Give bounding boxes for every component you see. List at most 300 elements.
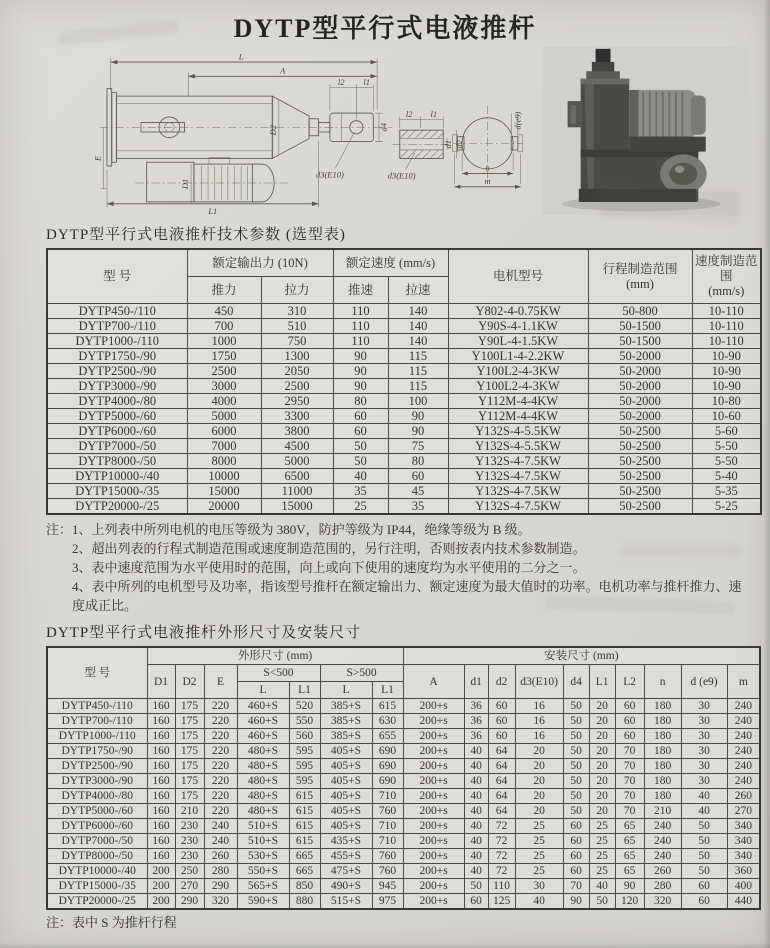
- value-cell: 8000: [187, 454, 261, 469]
- note-item: 3、表中速度范围为水平使用时的范围，向上或向下使用的速度均为水平使用的二分之一。: [72, 560, 586, 575]
- value-cell: 5-40: [692, 469, 761, 484]
- value-cell: 6500: [261, 469, 333, 484]
- value-cell: 40: [464, 774, 488, 789]
- value-cell: 320: [644, 894, 681, 910]
- value-cell: 490+S: [320, 879, 372, 894]
- col-header-model: 型 号: [47, 249, 187, 304]
- value-cell: 60: [681, 879, 727, 894]
- model-cell: DYTP20000-/25: [47, 894, 147, 910]
- value-cell: 520: [289, 699, 320, 714]
- value-cell: 20: [515, 759, 563, 774]
- value-cell: 160: [147, 699, 175, 714]
- value-cell: 70: [563, 879, 589, 894]
- value-cell: 65: [615, 864, 644, 879]
- value-cell: 80: [388, 454, 448, 469]
- value-cell: 200+s: [403, 894, 464, 910]
- value-cell: 550+S: [237, 864, 289, 879]
- value-cell: 50: [563, 804, 589, 819]
- dim-label-l1: l1: [363, 76, 371, 87]
- value-cell: 200+s: [403, 834, 464, 849]
- value-cell: 200+s: [403, 849, 464, 864]
- value-cell: 50-2000: [588, 349, 692, 364]
- value-cell: 630: [372, 714, 403, 729]
- col-header-stroke-range: [588, 249, 692, 304]
- value-cell: 220: [204, 774, 237, 789]
- value-cell: 50-2500: [588, 454, 692, 469]
- value-cell: 50-1500: [588, 319, 692, 334]
- value-cell: 60: [488, 729, 515, 744]
- value-cell: 20: [515, 744, 563, 759]
- col-header-D1: D1: [147, 665, 175, 699]
- value-cell: Y132S-4-7.5KW: [448, 484, 588, 499]
- table-row: [47, 304, 761, 319]
- value-cell: 115: [388, 364, 448, 379]
- value-cell: 30: [681, 714, 727, 729]
- col-header-rated-speed: 额定速度 (mm/s): [333, 249, 448, 277]
- value-cell: 50: [681, 849, 727, 864]
- value-cell: 530+S: [237, 849, 289, 864]
- speed-range-label: 速度制造范围: [695, 254, 758, 283]
- stroke-range-unit: (mm): [626, 276, 654, 291]
- page-edge-shadow: [763, 0, 770, 948]
- value-cell: 180: [644, 789, 681, 804]
- value-cell: 1750: [187, 349, 261, 364]
- dim-label-D2: D2: [268, 124, 279, 136]
- value-cell: 60: [563, 819, 589, 834]
- value-cell: 36: [464, 729, 488, 744]
- model-cell: DYTP7000-/50: [47, 439, 187, 454]
- value-cell: 60: [333, 424, 388, 439]
- value-cell: 20: [589, 759, 615, 774]
- value-cell: 5-35: [692, 484, 761, 499]
- value-cell: 160: [147, 819, 175, 834]
- value-cell: 385+S: [320, 729, 372, 744]
- value-cell: 5-25: [692, 499, 761, 515]
- value-cell: 25: [589, 819, 615, 834]
- model-cell: DYTP5000-/60: [47, 804, 147, 819]
- value-cell: 480+S: [237, 804, 289, 819]
- value-cell: 5000: [187, 409, 261, 424]
- value-cell: 90: [333, 349, 388, 364]
- value-cell: 340: [727, 849, 760, 864]
- value-cell: 15000: [187, 484, 261, 499]
- table-row: [47, 864, 760, 879]
- value-cell: 3000: [187, 379, 261, 394]
- table-row: [47, 699, 760, 714]
- value-cell: 50: [681, 834, 727, 849]
- value-cell: 560: [289, 729, 320, 744]
- value-cell: 760: [372, 804, 403, 819]
- dim-label-d4: d4: [378, 123, 389, 132]
- value-cell: 270: [175, 879, 204, 894]
- value-cell: Y132S-4-7.5KW: [448, 469, 588, 484]
- value-cell: 72: [488, 849, 515, 864]
- col-header-de9: d (e9): [681, 665, 727, 699]
- value-cell: 200+s: [403, 789, 464, 804]
- model-cell: DYTP6000-/60: [47, 819, 147, 834]
- value-cell: 115: [388, 379, 448, 394]
- value-cell: 160: [147, 759, 175, 774]
- value-cell: 25: [333, 499, 388, 515]
- value-cell: 200+s: [403, 774, 464, 789]
- value-cell: 280: [644, 879, 681, 894]
- table-row: [47, 759, 760, 774]
- value-cell: 60: [464, 894, 488, 910]
- value-cell: 60: [488, 699, 515, 714]
- col-header-L1-gt: L1: [372, 682, 403, 699]
- value-cell: 510+S: [237, 834, 289, 849]
- col-header-E: E: [204, 665, 237, 699]
- value-cell: 160: [147, 744, 175, 759]
- value-cell: 160: [147, 834, 175, 849]
- col-header-motor: 电机型号: [448, 249, 588, 304]
- model-cell: DYTP10000-/40: [47, 469, 187, 484]
- value-cell: 60: [563, 834, 589, 849]
- value-cell: 64: [488, 804, 515, 819]
- value-cell: 2050: [261, 364, 333, 379]
- value-cell: 50: [563, 714, 589, 729]
- table-row: [47, 729, 760, 744]
- value-cell: Y802-4-0.75KW: [448, 304, 588, 319]
- value-cell: 260: [204, 849, 237, 864]
- value-cell: 16: [515, 699, 563, 714]
- value-cell: 140: [388, 334, 448, 349]
- value-cell: 50-2000: [588, 394, 692, 409]
- value-cell: 280: [204, 864, 237, 879]
- value-cell: Y132S-4-5.5KW: [448, 424, 588, 439]
- value-cell: 50-1500: [588, 334, 692, 349]
- value-cell: 240: [644, 834, 681, 849]
- table-row: [47, 774, 760, 789]
- value-cell: 700: [187, 319, 261, 334]
- value-cell: 40: [464, 744, 488, 759]
- footnote: 注：表中 S 为推杆行程: [46, 915, 177, 930]
- col-header-L1: L1: [589, 665, 615, 699]
- value-cell: 35: [388, 499, 448, 515]
- value-cell: 70: [615, 759, 644, 774]
- value-cell: 40: [589, 879, 615, 894]
- value-cell: 665: [289, 849, 320, 864]
- table-row: [47, 714, 760, 729]
- table-row: [47, 454, 761, 469]
- dim-label-d3: d3(E10): [315, 169, 344, 180]
- value-cell: 70: [615, 774, 644, 789]
- table-row: [47, 349, 761, 364]
- value-cell: 595: [289, 744, 320, 759]
- dimension-table-body: [47, 699, 760, 910]
- value-cell: 240: [727, 744, 760, 759]
- value-cell: 50-2000: [588, 364, 692, 379]
- value-cell: 160: [147, 729, 175, 744]
- value-cell: 50: [681, 864, 727, 879]
- value-cell: 72: [488, 819, 515, 834]
- value-cell: 90: [615, 879, 644, 894]
- value-cell: Y112M-4-4KW: [448, 409, 588, 424]
- value-cell: 16: [515, 729, 563, 744]
- value-cell: 595: [289, 759, 320, 774]
- value-cell: 60: [615, 699, 644, 714]
- model-cell: DYTP15000-/35: [47, 879, 147, 894]
- value-cell: 615: [289, 819, 320, 834]
- value-cell: 40: [464, 849, 488, 864]
- value-cell: 180: [644, 714, 681, 729]
- value-cell: 20: [589, 804, 615, 819]
- value-cell: 90: [388, 424, 448, 439]
- col-header-m: m: [727, 665, 760, 699]
- value-cell: 60: [488, 714, 515, 729]
- value-cell: 10-80: [692, 394, 761, 409]
- col-header-push-force: 推力: [187, 277, 261, 304]
- value-cell: 20: [515, 804, 563, 819]
- model-cell: DYTP450-/110: [47, 699, 147, 714]
- value-cell: 50: [563, 744, 589, 759]
- value-cell: 25: [515, 864, 563, 879]
- value-cell: 10-110: [692, 319, 761, 334]
- value-cell: 850: [289, 879, 320, 894]
- value-cell: 45: [388, 484, 448, 499]
- value-cell: 7000: [187, 439, 261, 454]
- value-cell: 200: [147, 879, 175, 894]
- model-cell: DYTP5000-/60: [47, 409, 187, 424]
- table-row: [47, 879, 760, 894]
- value-cell: 220: [204, 804, 237, 819]
- table-row: [47, 409, 761, 424]
- col-header-n: n: [644, 665, 681, 699]
- value-cell: Y100L1-4-2.2KW: [448, 349, 588, 364]
- value-cell: 20: [515, 789, 563, 804]
- col-header-push-speed: 推速: [333, 277, 388, 304]
- value-cell: 65: [615, 849, 644, 864]
- value-cell: 750: [261, 334, 333, 349]
- section2-heading: DYTP型平行式电液推杆外形尺寸及安装尺寸: [46, 625, 362, 641]
- value-cell: 30: [681, 759, 727, 774]
- value-cell: 220: [204, 744, 237, 759]
- value-cell: 405+S: [320, 804, 372, 819]
- value-cell: 2500: [187, 364, 261, 379]
- col-header-pull-force: 拉力: [261, 277, 333, 304]
- dim-label-L1: L1: [208, 206, 218, 217]
- dim-label-n: n: [485, 162, 490, 173]
- value-cell: 175: [175, 744, 204, 759]
- model-cell: DYTP700-/110: [47, 714, 147, 729]
- note-item: 4、表中所列的电机型号及功率，指该型号推杆在额定输出力、额定速度为最大值时的功率。电机功率与推杆推力、速度成正比。: [72, 579, 742, 613]
- value-cell: 690: [372, 759, 403, 774]
- value-cell: 510: [261, 319, 333, 334]
- value-cell: 760: [372, 849, 403, 864]
- value-cell: 50-2500: [588, 469, 692, 484]
- value-cell: 710: [372, 789, 403, 804]
- value-cell: 480+S: [237, 744, 289, 759]
- table-row: [47, 424, 761, 439]
- value-cell: 40: [464, 759, 488, 774]
- model-cell: DYTP450-/110: [47, 304, 187, 319]
- value-cell: 60: [615, 714, 644, 729]
- value-cell: 250: [175, 864, 204, 879]
- value-cell: 40: [333, 469, 388, 484]
- value-cell: 4000: [187, 394, 261, 409]
- model-cell: DYTP3000-/90: [47, 774, 147, 789]
- value-cell: 655: [372, 729, 403, 744]
- model-cell: DYTP15000-/35: [47, 484, 187, 499]
- value-cell: 30: [681, 699, 727, 714]
- value-cell: 60: [563, 864, 589, 879]
- value-cell: 50-2500: [588, 424, 692, 439]
- value-cell: 110: [333, 334, 388, 349]
- value-cell: 120: [615, 894, 644, 910]
- value-cell: 50-2500: [588, 484, 692, 499]
- value-cell: 5000: [261, 454, 333, 469]
- table-row: [47, 894, 760, 910]
- stroke-range-label: 行程制造范围: [602, 261, 678, 276]
- value-cell: 140: [388, 304, 448, 319]
- table-row: [47, 804, 760, 819]
- model-cell: DYTP1750-/90: [47, 349, 187, 364]
- value-cell: 180: [644, 729, 681, 744]
- value-cell: 50-2000: [588, 379, 692, 394]
- value-cell: 480+S: [237, 774, 289, 789]
- value-cell: 125: [488, 894, 515, 910]
- value-cell: 40: [681, 804, 727, 819]
- value-cell: 220: [204, 729, 237, 744]
- value-cell: 475+S: [320, 864, 372, 879]
- value-cell: 550: [289, 714, 320, 729]
- value-cell: 240: [727, 774, 760, 789]
- section1-heading: DYTP型平行式电液推杆技术参数 (选型表): [46, 227, 346, 243]
- value-cell: 10-110: [692, 334, 761, 349]
- value-cell: 20: [589, 729, 615, 744]
- value-cell: 180: [644, 759, 681, 774]
- value-cell: 60: [681, 894, 727, 910]
- value-cell: 90: [333, 364, 388, 379]
- dim-label-l1: l1: [430, 108, 438, 119]
- model-cell: DYTP1750-/90: [47, 744, 147, 759]
- value-cell: 240: [204, 834, 237, 849]
- value-cell: 5-50: [692, 454, 761, 469]
- table-row: [47, 834, 760, 849]
- value-cell: 200+s: [403, 864, 464, 879]
- table-row: [47, 849, 760, 864]
- value-cell: 20: [589, 699, 615, 714]
- col-header-model: 型 号: [47, 647, 147, 699]
- value-cell: 65: [615, 834, 644, 849]
- table-row: [47, 469, 761, 484]
- value-cell: 405+S: [320, 819, 372, 834]
- model-cell: DYTP20000-/25: [47, 499, 187, 515]
- value-cell: 50-2000: [588, 409, 692, 424]
- value-cell: 200+s: [403, 879, 464, 894]
- value-cell: 230: [175, 834, 204, 849]
- value-cell: 160: [147, 789, 175, 804]
- value-cell: 710: [372, 834, 403, 849]
- col-header-L2: L2: [615, 665, 644, 699]
- value-cell: 50: [563, 789, 589, 804]
- value-cell: 25: [589, 849, 615, 864]
- col-header-speed-range: [692, 249, 761, 304]
- dim-label-m: m: [484, 175, 491, 186]
- value-cell: 50-800: [588, 304, 692, 319]
- scan-artifact: [599, 184, 741, 225]
- col-header-L1-lt: L1: [289, 682, 320, 699]
- value-cell: 110: [488, 879, 515, 894]
- value-cell: 70: [615, 789, 644, 804]
- value-cell: 460+S: [237, 699, 289, 714]
- col-header-s-gt-500: S>500: [320, 665, 403, 682]
- value-cell: 590+S: [237, 894, 289, 910]
- dimension-table: [46, 646, 761, 910]
- value-cell: 565+S: [237, 879, 289, 894]
- value-cell: 30: [681, 729, 727, 744]
- value-cell: 220: [204, 789, 237, 804]
- value-cell: 480+S: [237, 759, 289, 774]
- col-header-L-lt: L: [237, 682, 289, 699]
- value-cell: 64: [488, 774, 515, 789]
- value-cell: 200+s: [403, 819, 464, 834]
- value-cell: 64: [488, 744, 515, 759]
- value-cell: 385+S: [320, 699, 372, 714]
- value-cell: 100: [388, 394, 448, 409]
- value-cell: 320: [204, 894, 237, 910]
- col-header-L-gt: L: [320, 682, 372, 699]
- value-cell: 290: [175, 894, 204, 910]
- value-cell: 615: [372, 699, 403, 714]
- table-row: [47, 789, 760, 804]
- value-cell: 510+S: [237, 819, 289, 834]
- dim-label-de9: d(e9): [512, 111, 523, 130]
- value-cell: Y112M-4-4KW: [448, 394, 588, 409]
- speed-range-unit: (mm/s): [708, 284, 745, 298]
- dim-label-L: L: [238, 51, 244, 62]
- value-cell: 25: [589, 864, 615, 879]
- col-header-d4: d4: [563, 665, 589, 699]
- value-cell: 60: [615, 729, 644, 744]
- value-cell: 615: [289, 804, 320, 819]
- value-cell: 50: [563, 774, 589, 789]
- model-cell: DYTP700-/110: [47, 319, 187, 334]
- value-cell: 35: [333, 484, 388, 499]
- col-header-d2: d2: [488, 665, 515, 699]
- value-cell: 25: [515, 849, 563, 864]
- value-cell: 65: [615, 819, 644, 834]
- value-cell: Y132S-4-7.5KW: [448, 454, 588, 469]
- value-cell: 20: [589, 789, 615, 804]
- value-cell: 455+S: [320, 849, 372, 864]
- value-cell: 270: [727, 804, 760, 819]
- value-cell: 405+S: [320, 759, 372, 774]
- value-cell: 175: [175, 759, 204, 774]
- value-cell: 180: [644, 744, 681, 759]
- value-cell: Y132S-4-7.5KW: [448, 499, 588, 515]
- value-cell: 72: [488, 834, 515, 849]
- value-cell: 230: [175, 819, 204, 834]
- dim-label-d1: d1: [442, 140, 453, 149]
- dim-label-d3: d3(E10): [387, 170, 416, 181]
- value-cell: 200+s: [403, 729, 464, 744]
- col-header-install-group: 安装尺寸 (mm): [403, 647, 760, 665]
- model-cell: DYTP2500-/90: [47, 759, 147, 774]
- value-cell: 220: [204, 699, 237, 714]
- value-cell: 240: [727, 729, 760, 744]
- value-cell: 50: [681, 819, 727, 834]
- col-header-pull-speed: 拉速: [388, 277, 448, 304]
- value-cell: 110: [333, 304, 388, 319]
- value-cell: 240: [727, 714, 760, 729]
- value-cell: 460+S: [237, 729, 289, 744]
- value-cell: Y100L2-4-3KW: [448, 379, 588, 394]
- value-cell: 50-2500: [588, 439, 692, 454]
- value-cell: 50: [464, 879, 488, 894]
- dim-label-d2: d2: [454, 140, 465, 149]
- value-cell: 975: [372, 894, 403, 910]
